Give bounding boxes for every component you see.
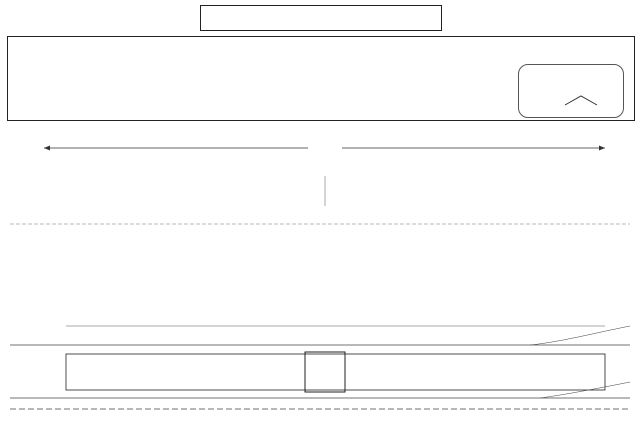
grade-profile-icon: [563, 93, 599, 107]
spec-length: [14, 55, 70, 70]
spec-structure-type: [14, 85, 70, 100]
page-title: [200, 5, 442, 31]
spec-structure-summary: [14, 100, 70, 115]
elevation-diagram: [0, 126, 640, 296]
road-alignment-box: [518, 64, 624, 118]
spec-lanes: [14, 70, 70, 85]
spec-box: [7, 36, 635, 121]
dim-arrow-left: [44, 146, 50, 151]
ramp-curve-1: [530, 326, 630, 345]
bridge-deck-plan: [66, 354, 605, 390]
center-girder-plan: [305, 352, 345, 392]
spec-opening-date: [14, 40, 70, 55]
plan-diagram: [0, 312, 640, 422]
dim-arrow-right: [599, 146, 605, 151]
